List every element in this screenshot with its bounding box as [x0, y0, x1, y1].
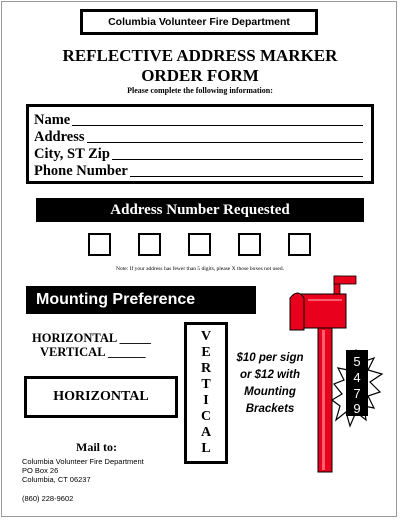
vertical-letter: A	[200, 425, 212, 440]
mail-phone: (860) 228-9602	[22, 494, 74, 503]
pricing-line: Brackets	[245, 403, 295, 415]
mailbox-body	[298, 294, 346, 328]
sign-digit: 9	[353, 401, 361, 416]
address-field[interactable]	[34, 129, 363, 146]
digit-note: Note: If your address has fewer than 5 digits, please X those boxes not used.	[115, 266, 285, 272]
mail-to-heading: Mail to:	[76, 440, 117, 454]
name-label: Name	[34, 112, 71, 128]
vertical-letter: L	[201, 441, 211, 456]
digit-box-4[interactable]	[238, 233, 261, 256]
phone-number-field[interactable]	[34, 163, 363, 180]
city-state-zip-label: City, ST Zip	[34, 146, 110, 162]
name-field[interactable]	[34, 112, 363, 129]
horizontal-sample-box: HORIZONTAL	[24, 376, 178, 418]
address-number-banner: Address Number Requested	[36, 198, 364, 222]
form-title-line1: REFLECTIVE ADDRESS MARKER	[62, 46, 338, 65]
vertical-letter: C	[200, 409, 212, 424]
form-title-line2: ORDER FORM	[141, 66, 259, 85]
mail-address-line: PO Box 26	[22, 466, 59, 475]
digit-box-2[interactable]	[138, 233, 161, 256]
sign-digit: 5	[353, 354, 361, 369]
vertical-letter: T	[201, 377, 211, 392]
mailbox-flag	[334, 276, 356, 284]
pricing-line: $10 per sign	[236, 352, 304, 364]
mail-address-line: Columbia Volunteer Fire Department	[22, 457, 144, 466]
vertical-option[interactable]: VERTICAL ______	[40, 345, 146, 359]
vertical-letter: R	[200, 361, 212, 376]
mail-address-line: Columbia, CT 06237	[22, 475, 91, 484]
mailbox-illustration	[284, 270, 396, 474]
digit-box-3[interactable]	[188, 233, 211, 256]
form-subtitle: Please complete the following information:	[127, 86, 273, 95]
name-line[interactable]	[72, 125, 363, 126]
vertical-letter: V	[200, 329, 212, 344]
contact-info-box	[26, 104, 374, 184]
mounting-preference-banner: Mounting Preference	[26, 286, 256, 314]
city-state-zip-field[interactable]	[34, 146, 363, 163]
sign-digit: 7	[353, 386, 361, 401]
department-header: Columbia Volunteer Fire Department	[80, 9, 318, 35]
pricing-line: or $12 with	[239, 369, 301, 381]
sign-digit: 4	[353, 370, 361, 385]
vertical-sample-box	[184, 322, 228, 464]
address-label: Address	[34, 129, 85, 145]
phone-number-label: Phone Number	[34, 163, 128, 179]
horizontal-option[interactable]: HORIZONTAL _____	[32, 331, 151, 345]
city-state-zip-line[interactable]	[112, 159, 363, 160]
digit-box-1[interactable]	[88, 233, 111, 256]
vertical-letter: E	[201, 345, 211, 360]
phone-number-line[interactable]	[130, 176, 363, 177]
vertical-letter: I	[203, 393, 209, 408]
digit-box-5[interactable]	[288, 233, 311, 256]
address-line[interactable]	[87, 142, 364, 143]
pricing-line: Mounting	[244, 386, 296, 398]
mailbox-door	[290, 293, 304, 330]
